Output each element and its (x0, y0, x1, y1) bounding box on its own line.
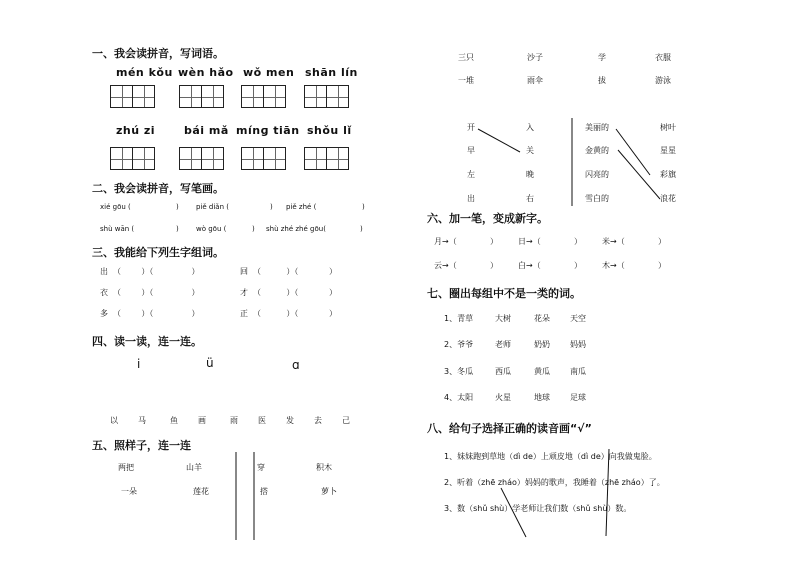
section-5-title: 五、照样子，连一连 (92, 439, 191, 452)
match-line (478, 129, 520, 152)
paren-close: ） (490, 237, 498, 246)
group-item: 1、青草 (444, 314, 474, 323)
group-item: 4、太阳 (444, 393, 474, 402)
stroke-item: 云→（ (434, 261, 457, 270)
char-item: 衣 (100, 288, 108, 297)
match-char: 关 (526, 146, 534, 155)
word-item: 己 (342, 416, 350, 425)
verb-word: 搭 (260, 487, 268, 496)
sentence: 3、数（shǔ shù）学老师让我们数（shǔ shù）数。 (444, 504, 632, 513)
word-item: 衣服 (655, 53, 671, 62)
match-noun: 浪花 (660, 194, 676, 203)
stroke-item: 米→（ (602, 237, 625, 246)
word-item: 学 (598, 53, 606, 62)
word-item: 沙子 (527, 53, 543, 62)
word-item: 游泳 (655, 76, 671, 85)
pinyin-2: wèn hǎo (178, 66, 234, 79)
stroke-close: ) (176, 203, 179, 211)
match-adj: 闪亮的 (585, 170, 609, 179)
word-item: 三只 (458, 53, 474, 62)
stroke-prompt: xié ɡōu ( (100, 203, 131, 211)
word-item: 雨 (230, 416, 238, 425)
group-item: 老师 (495, 340, 511, 349)
word-item: 画 (198, 416, 206, 425)
sentence: 2、听着（zhē zháo）妈妈的歌声，我睡着（zhē zháo）了。 (444, 478, 665, 487)
char-item: 回 (240, 267, 248, 276)
stroke-item: 日→（ (518, 237, 541, 246)
match-char: 开 (467, 123, 475, 132)
word-item: 鱼 (170, 416, 178, 425)
match-noun: 星星 (660, 146, 676, 155)
group-item: 大树 (495, 314, 511, 323)
group-item: 黄瓜 (534, 367, 550, 376)
paren-close: ） (658, 261, 666, 270)
measure-word: 一朵 (121, 487, 137, 496)
group-item: 2、爷爷 (444, 340, 474, 349)
stroke-prompt: shù zhé zhé ɡōu( (266, 225, 326, 233)
stroke-close: ) (176, 225, 179, 233)
stroke-close: ) (360, 225, 363, 233)
paren-close: ） (574, 261, 582, 270)
noun-word: 山羊 (186, 463, 202, 472)
match-char: 早 (467, 146, 475, 155)
noun-word: 萝卜 (321, 487, 337, 496)
sentence: 1、妹妹跑到草地（dì de）上顽皮地（dì de）向我做鬼脸。 (444, 452, 657, 461)
pinyin-1: mén kǒu (116, 66, 173, 79)
section-6-title: 六、加一笔，变成新字。 (427, 212, 548, 225)
pinyin-3: wǒ men (243, 66, 295, 79)
group-item: 天空 (570, 314, 586, 323)
match-char: 右 (526, 194, 534, 203)
section-4-title: 四、读一读，连一连。 (92, 335, 202, 348)
word-item: 去 (314, 416, 322, 425)
stroke-prompt: wò ɡōu ( (196, 225, 227, 233)
word-item: 医 (258, 416, 266, 425)
word-item: 马 (138, 416, 146, 425)
match-char: 晚 (526, 170, 534, 179)
paren-close: ） (490, 261, 498, 270)
section-3-title: 三、我能给下列生字组词。 (92, 246, 224, 259)
paren-close: ） (574, 237, 582, 246)
char-item: 多 (100, 309, 108, 318)
word-item: 发 (286, 416, 294, 425)
group-item: 妈妈 (570, 340, 586, 349)
section-2-title: 二、我会读拼音，写笔画。 (92, 182, 224, 195)
char-item: 出 (100, 267, 108, 276)
match-char: 左 (467, 170, 475, 179)
match-char: 出 (467, 194, 475, 203)
stroke-prompt: piě zhé ( (286, 203, 317, 211)
match-line (618, 150, 660, 199)
stroke-item: 木→（ (602, 261, 625, 270)
stroke-close: ) (270, 203, 273, 211)
group-item: 3、冬瓜 (444, 367, 474, 376)
stroke-close: ) (362, 203, 365, 211)
group-item: 奶奶 (534, 340, 550, 349)
word-item: 以 (110, 416, 118, 425)
mark-line (606, 449, 609, 536)
word-item: 一堆 (458, 76, 474, 85)
noun-word: 积木 (316, 463, 332, 472)
final-u: ü (206, 356, 214, 370)
section-7-title: 七、圈出每组中不是一类的词。 (427, 287, 581, 300)
stroke-item: 月→（ (434, 237, 457, 246)
char-item: 正 (240, 309, 248, 318)
pinyin-7: mínɡ tiān (236, 124, 300, 137)
group-item: 足球 (570, 393, 586, 402)
word-item: 雨伞 (527, 76, 543, 85)
match-char: 入 (526, 123, 534, 132)
stroke-prompt: piě diǎn ( (196, 203, 229, 211)
stroke-close: ) (252, 225, 255, 233)
measure-word: 两把 (118, 463, 134, 472)
mark-line (501, 488, 526, 537)
answer-blank[interactable]: （ ）（ ） (253, 267, 337, 276)
answer-blank[interactable]: （ ）（ ） (253, 309, 337, 318)
answer-blank[interactable]: （ ）（ ） (253, 288, 337, 297)
answer-blank[interactable]: （ ）（ ） (113, 309, 200, 318)
group-item: 花朵 (534, 314, 550, 323)
group-item: 地球 (534, 393, 550, 402)
match-noun: 树叶 (660, 123, 676, 132)
word-item: 拔 (598, 76, 606, 85)
stroke-prompt: shù wān ( (100, 225, 135, 233)
noun-word: 莲花 (193, 487, 209, 496)
stroke-item: 白→（ (518, 261, 541, 270)
final-a: ɑ (292, 358, 300, 372)
section-8-title: 八、给句子选择正确的读音画“√” (427, 422, 592, 435)
match-noun: 彩旗 (660, 170, 676, 179)
match-adj: 雪白的 (585, 194, 609, 203)
match-adj: 金黄的 (585, 146, 609, 155)
char-item: 才 (240, 288, 248, 297)
answer-blank[interactable]: （ ）（ ） (113, 267, 200, 276)
match-adj: 美丽的 (585, 123, 609, 132)
verb-word: 穿 (257, 463, 265, 472)
group-item: 南瓜 (570, 367, 586, 376)
pinyin-6: bái mǎ (184, 124, 229, 137)
group-item: 西瓜 (495, 367, 511, 376)
group-item: 火星 (495, 393, 511, 402)
section-1-title: 一、我会读拼音，写词语。 (92, 47, 224, 60)
pinyin-5: zhú zi (116, 124, 156, 137)
pinyin-4: shān lín (305, 66, 358, 79)
paren-close: ） (658, 237, 666, 246)
final-i: i (137, 357, 141, 371)
pinyin-8: shǒu lǐ (307, 124, 352, 137)
answer-blank[interactable]: （ ）（ ） (113, 288, 200, 297)
